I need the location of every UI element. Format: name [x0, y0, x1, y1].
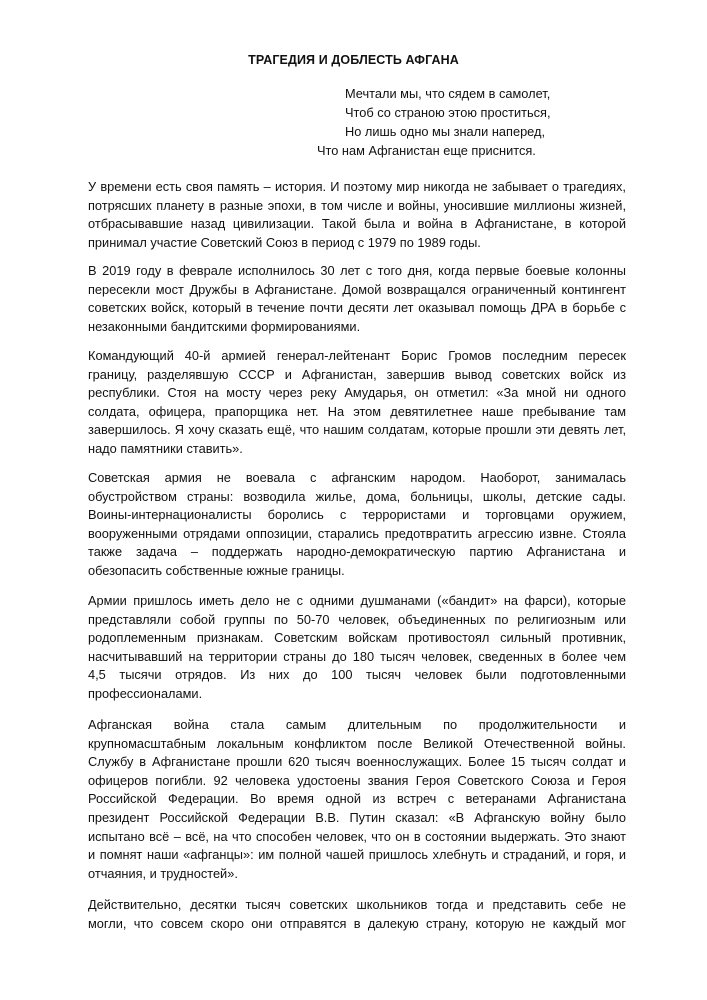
paragraph-line: могли, что совсем скоро они отправятся в далекую страну, которую не каждый мог	[88, 915, 626, 931]
paragraph-line: советских войск, который в течение почти десяти лет оказывал помощь ДРА в борьбе с	[88, 300, 626, 316]
paragraph-line: незаконными бандитскими формированиями.	[88, 318, 361, 334]
paragraph-4	[88, 469, 626, 581]
paragraph-line: Службу в Афганистане прошли 620 тысяч военнослужащих. Более 15 тысяч солдат и	[88, 754, 626, 770]
paragraph-line: Командующий 40-й армией генерал-лейтенант Борис Громов последним пересек	[88, 348, 626, 363]
paragraph-line: испытано всё – всё, на что способен человек, что он в состоянии выдержать. Это знают	[88, 828, 626, 844]
paragraph-line: пересекли мост Дружбы в Афганистане. Домой возвращался ограниченный контингент	[88, 281, 626, 297]
paragraph-line: отчаяния, и трудностей».	[88, 865, 238, 881]
paragraph-line: Афганская война стала самым длительным по продолжительности и	[88, 717, 626, 732]
paragraph-line: Армии пришлось иметь дело не с одними душманами («бандит» на фарси), которые	[88, 593, 626, 608]
paragraph-line: представляли собой группы по 50-70 человек, объединенных по религиозным или	[88, 611, 626, 627]
paragraph-line: потрясших планету в разные эпохи, в том числе и войны, уносившие миллионы жизней,	[88, 197, 626, 213]
epigraph-line: Чтоб со страною этою проститься,	[345, 105, 551, 120]
paragraph-line: насчитывавший на территории страны до 180 тысяч человек, сведенных в более чем	[88, 648, 626, 664]
paragraph-line: границу, разделявшую СССР и Афганистан, завершив вывод советских войск из	[88, 366, 626, 382]
paragraph-line: 4,5 тысячи отрядов. Из них до 100 тысяч человек были подготовленными	[88, 667, 626, 683]
epigraph-line: Мечтали мы, что сядем в самолет,	[345, 86, 551, 101]
paragraph-5	[88, 592, 626, 704]
paragraph-1	[88, 178, 626, 252]
paragraph-3	[88, 347, 626, 459]
paragraph-2	[88, 262, 626, 336]
paragraph-line: обустройством страны: возводила жилье, дома, больницы, школы, детские сады.	[88, 488, 626, 504]
paragraph-line: также задача – поддержать народно-демократическую партию Афганистана и	[88, 544, 626, 560]
paragraph-6	[88, 716, 626, 883]
paragraph-line: солдата, офицера, прапорщика нет. На этом девятилетнее наше пребывание там	[88, 403, 626, 419]
paragraph-line: обезопасить собственные южные границы.	[88, 562, 345, 578]
epigraph-line: Что нам Афганистан еще приснится.	[317, 143, 536, 158]
paragraph-7	[88, 896, 626, 933]
paragraph-line: Действительно, десятки тысяч советских школьников тогда и представить себе не	[88, 897, 626, 912]
paragraph-line: родоплеменным признакам. Советским войскам противостоял сильный противник,	[88, 630, 626, 646]
paragraph-line: надо памятники ставить».	[88, 440, 243, 456]
epigraph-poem	[300, 84, 600, 160]
paragraph-line: завершилось. Я хочу сказать ещё, что нашим солдатам, которые прошли эти девять лет,	[88, 422, 626, 438]
paragraph-line: и помнят наши «афганцы»: им полной чашей пришлось хлебнуть и страданий, и горя, и	[88, 847, 626, 863]
paragraph-line: крупномасштабным локальным конфликтом после Великой Отечественной войны.	[88, 735, 626, 751]
paragraph-line: Советская армия не воевала с афганским народом. Наоборот, занималась	[88, 470, 626, 485]
epigraph-line: Но лишь одно мы знали наперед,	[345, 124, 546, 139]
paragraph-line: профессионалами.	[88, 685, 203, 701]
paragraph-line: Российской Федерации. Во время одной из встреч с ветеранами Афганистана	[88, 791, 626, 807]
paragraph-line: отбрасывавшие назад цивилизации. Такой была и война в Афганистане, в которой	[88, 216, 626, 232]
document-title: ТРАГЕДИЯ И ДОБЛЕСТЬ АФГАНА	[248, 53, 459, 67]
paragraph-line: вооруженными отрядами оппозиции, старались предотвратить агрессию извне. Стояла	[88, 525, 626, 541]
paragraph-line: офицеров погибли. 92 человека удостоены звания Героя Советского Союза и Героя	[88, 772, 626, 788]
paragraph-line: В 2019 году в феврале исполнилось 30 лет с того дня, когда первые боевые колонны	[88, 263, 626, 278]
paragraph-line: принимал участие Советский Союз в период с 1979 по 1989 годы.	[88, 234, 481, 250]
paragraph-line: Воины-интернационалисты боролись с террористами и торговцами оружием,	[88, 507, 626, 523]
paragraph-line: президент Российской Федерации В.В. Путин сказал: «В Афганскую войну было	[88, 809, 626, 825]
paragraph-line: республики. Стоя на мосту через реку Амударья, он отметил: «За мной ни одного	[88, 385, 626, 401]
paragraph-line: У времени есть своя память – история. И поэтому мир никогда не забывает о трагедиях,	[88, 179, 626, 194]
